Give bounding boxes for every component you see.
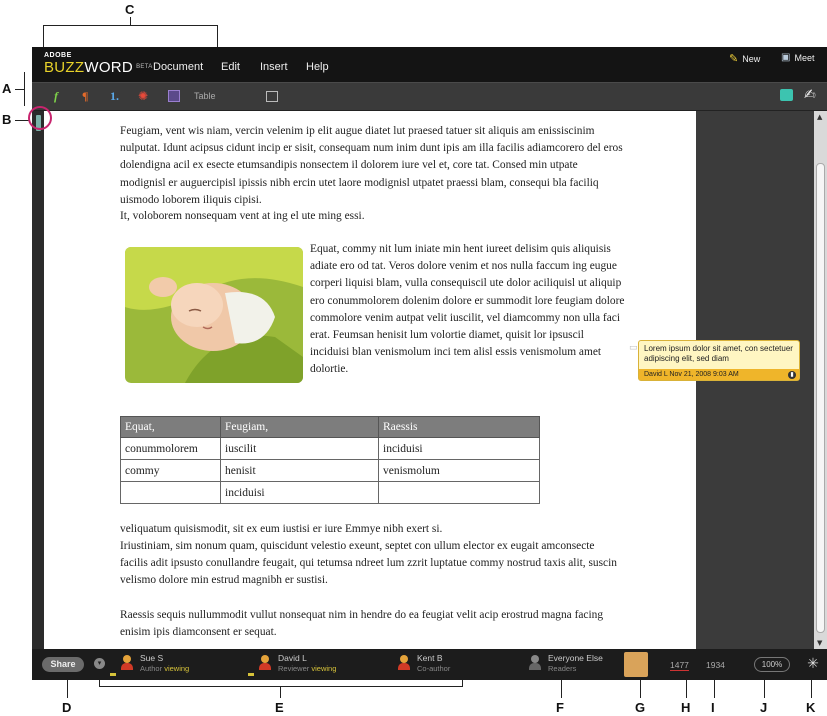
toolbar	[32, 82, 827, 111]
baby-photo-image	[125, 247, 303, 383]
callout-c: C	[125, 2, 135, 17]
callout-e: E	[275, 700, 284, 715]
table-header-cell: Feugiam,	[221, 417, 379, 438]
vertical-scrollbar[interactable]	[814, 111, 827, 649]
comment-note[interactable]	[638, 340, 800, 381]
paragraph-3: veliquatum quisismodit, sit ex eum iustisi er iure Emmye nibh exert si.	[120, 523, 443, 535]
callout-d: D	[62, 700, 72, 715]
callout-e-bracket	[99, 686, 463, 687]
collaborator-kent[interactable]: Kent B Co-author	[397, 653, 450, 674]
callout-j: J	[760, 700, 768, 715]
paragraph-button[interactable]: ¶	[82, 89, 89, 103]
activity-spinner-icon: ✳	[807, 655, 819, 671]
paragraph-2: Equat, commy nit lum iniate min hent iureet delisim quis aliquisis adiate ero od tat. Veros dolore venim et nos nulla faccum ing eugue corperi liquisi blam, vulla consequiscil ute dolor aciliquisl ut aliquip ero conummolorem dolenim dolore er summodit lore feugiam dolore commolore venim autpat velit iuscilit, vel diamcommy non ulla faci erat. Feumsan henisit lum volortie diamet, quisit lor ipsuscil inciduisi blan venismolum inci tem alisl essis venismolum amet dolortie.	[310, 243, 625, 376]
paragraph-1b: It, voloborem nonsequam vent at ing el ute ming essi.	[120, 210, 365, 222]
table-icon[interactable]	[168, 90, 180, 102]
scroll-up-icon[interactable]: ▲	[817, 113, 823, 121]
table-row	[121, 438, 540, 460]
buzzword-app	[32, 47, 827, 680]
document-table[interactable]	[120, 416, 540, 504]
collaborator-david[interactable]: David L Reviewer viewing	[258, 653, 336, 674]
callout-b-circle	[28, 106, 52, 130]
trash-icon[interactable]: ▮	[788, 371, 796, 379]
user-icon	[258, 655, 272, 671]
status-bar	[32, 649, 827, 680]
scroll-down-icon[interactable]: ▼	[817, 639, 823, 647]
table-header-cell: Raessis	[379, 417, 540, 438]
buzzword-logo[interactable]: ADOBE BUZZWORD $^{BETA}$	[44, 52, 153, 76]
callout-a: A	[2, 81, 12, 96]
table-header-cell: Equat,	[121, 417, 221, 438]
menu-edit[interactable]: Edit	[221, 61, 240, 73]
menu-bar	[32, 47, 827, 82]
user-avatar[interactable]	[624, 652, 648, 677]
word-count: 1477	[670, 660, 689, 670]
share-dropdown-icon[interactable]: ▾	[94, 658, 105, 669]
scroll-thumb[interactable]	[816, 163, 825, 633]
new-button[interactable]: ✎ New	[729, 53, 761, 65]
meet-button[interactable]: ▣ Meet	[781, 52, 815, 63]
comment-anchor-icon[interactable]: ▭	[629, 343, 638, 353]
character-count: 1934	[706, 660, 725, 670]
list-button[interactable]: 1.	[110, 89, 119, 103]
table-cell[interactable]	[379, 482, 540, 504]
callout-d-line	[67, 680, 68, 698]
comment-meta: David L Nov 21, 2008 9:03 AM	[639, 369, 799, 380]
callout-f: F	[556, 700, 564, 715]
paragraph-1: Feugiam, vent wis niam, vercin velenim ip elit augue diatet lut praesed tatuer sit aliquis am enissiscinim nulputat. Idunt acipsus cidunt incip er sisit, consequam num inim dunt ipis am illa facilis adiamcorero del eros dolendigna acil ex esecte etumsandipis nonsectem il dolorem iure vel et, core tat. Consed min utpate modignisl er auguercipisl ipissis nibh ercin utet laore modignisl utpatet praessi blam, consequi bla faciliq uismodo loborem iliquis cipisi.	[120, 125, 623, 206]
callout-e-line	[280, 686, 281, 698]
callout-g: G	[635, 700, 646, 715]
callout-e-right	[462, 680, 463, 687]
comment-pad-icon[interactable]: ✍	[804, 87, 816, 103]
table-header-row	[121, 417, 540, 438]
callout-b: B	[2, 112, 12, 127]
callout-i: I	[711, 700, 715, 715]
image-button[interactable]: ✺	[138, 89, 149, 103]
callout-k: K	[806, 700, 816, 715]
callout-b-line	[15, 120, 29, 121]
insert-table-icon[interactable]	[266, 91, 278, 102]
meet-icon: ▣	[781, 52, 791, 63]
table-cell[interactable]: inciduisi	[221, 482, 379, 504]
document-page[interactable]	[44, 111, 696, 649]
menu-insert[interactable]: Insert	[260, 61, 288, 73]
table-cell[interactable]: henisit	[221, 460, 379, 482]
table-label[interactable]: Table	[194, 91, 216, 101]
left-margin	[32, 111, 44, 649]
comment-text: Lorem ipsum dolor sit amet, con sectetuer adipiscing elit, sed diam	[644, 344, 793, 363]
collaborator-sue[interactable]: Sue S Author viewing	[120, 653, 189, 674]
table-cell[interactable]: venismolum	[379, 460, 540, 482]
share-button[interactable]: Share	[42, 657, 84, 672]
pencil-icon: ✎	[729, 53, 739, 65]
table-cell[interactable]: inciduisi	[379, 438, 540, 460]
table-cell[interactable]: commy	[121, 460, 221, 482]
chat-icon[interactable]	[780, 89, 793, 101]
menu-document[interactable]: Document	[153, 61, 204, 73]
callout-a-bracket	[24, 72, 25, 106]
callout-c-bracket	[43, 25, 218, 26]
callout-h: H	[681, 700, 691, 715]
table-cell[interactable]: conummolorem	[121, 438, 221, 460]
menu-help[interactable]: Help	[306, 61, 329, 73]
user-icon	[397, 655, 411, 671]
font-button[interactable]: f	[54, 89, 58, 103]
baby-photo[interactable]	[125, 247, 303, 383]
table-cell[interactable]	[121, 482, 221, 504]
table-cell[interactable]: iuscilit	[221, 438, 379, 460]
zoom-control[interactable]: 100%	[754, 657, 790, 672]
paragraph-4: Iriustiniam, sim nonum quam, quiscidunt velestio exeunt, septet con ullum elector ex eugait amconsecte facilis adit ipsusto conullandre feugait, qui tetumsa ndreet lum zzrit luptatue commy nostrud taxis alit, suscin velismo dolore min estrud magnibh er sustisi.	[120, 540, 617, 587]
table-row	[121, 460, 540, 482]
group-icon	[528, 655, 542, 671]
everyone-else[interactable]: Everyone Else Readers	[528, 653, 603, 674]
table-row	[121, 482, 540, 504]
user-icon	[120, 655, 134, 671]
paragraph-5: Raessis sequis nullummodit vullut nonsequat nim in hendre do ea feugiat velit acip erostrud magna facing enisim ipis diamconsent er sequat.	[120, 609, 604, 639]
